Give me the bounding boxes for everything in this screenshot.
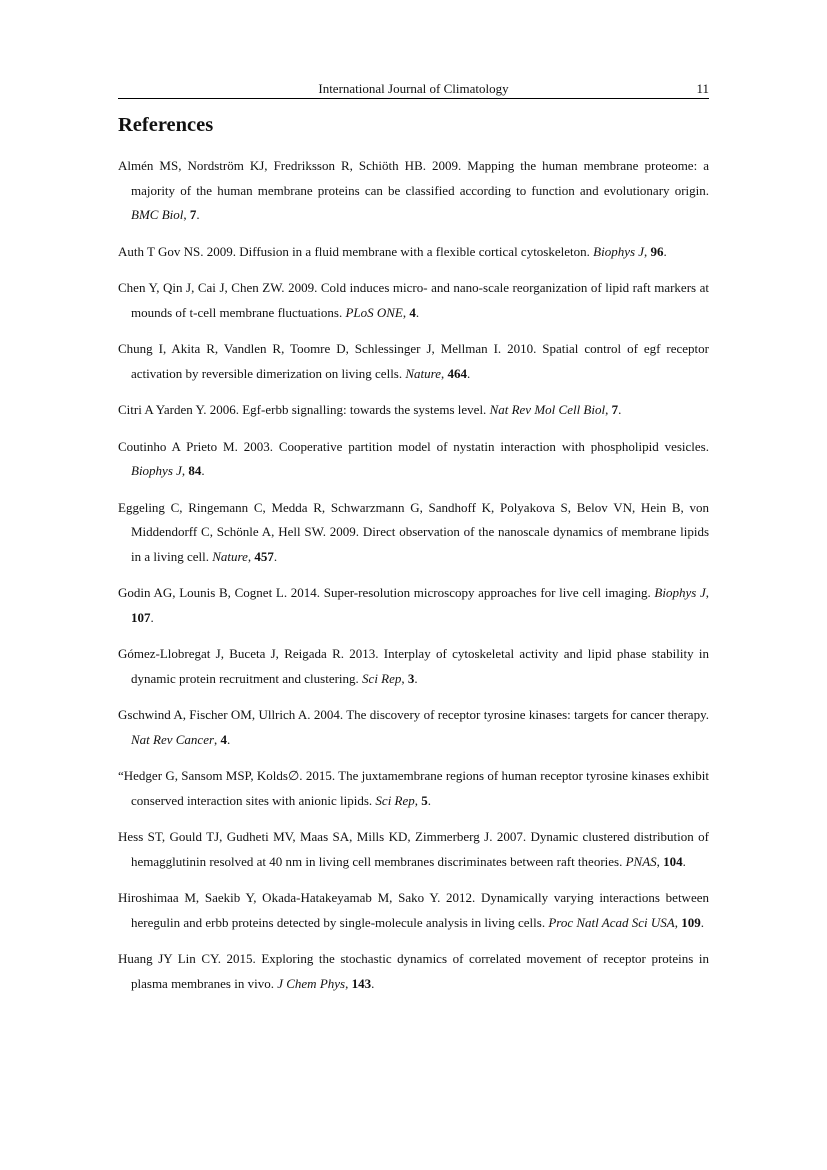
reference-journal: PLoS ONE bbox=[345, 304, 403, 320]
reference-text: “Hedger G, Sansom MSP, Kolds∅. 2015. The juxtamembrane regions of human receptor tyrosine kinases exhibit conserved interaction sites with anionic lipids. bbox=[118, 768, 709, 808]
reference-volume: 4 bbox=[220, 731, 228, 747]
reference-journal: BMC Biol bbox=[131, 207, 184, 222]
reference-volume: 143 bbox=[351, 975, 372, 991]
reference-volume: 4 bbox=[409, 304, 416, 320]
reference-text: Chung I, Akita R, Vandlen R, Toomre D, Schlessinger J, Mellman I. 2010. Spatial control of egf receptor activation by reversible dimerization on living cells. bbox=[118, 341, 709, 381]
reference-volume: 464 bbox=[447, 365, 468, 381]
reference-volume: 96 bbox=[650, 243, 664, 259]
reference-journal: Sci Rep bbox=[362, 670, 402, 686]
reference-journal: Nat Rev Cancer bbox=[131, 731, 215, 747]
reference-text: Citri A Yarden Y. 2006. Egf-erbb signalling: towards the systems level. bbox=[118, 402, 490, 417]
reference-journal: Proc Natl Acad Sci USA bbox=[548, 914, 675, 930]
reference-item: Eggeling C, Ringemann C, Medda R, Schwarzmann G, Sandhoff K, Polyakova S, Belov VN, Hein B, von Middendorff C, Schönle A, Hell SW. 2009. Direct observation of the nanoscale dynamics of membrane lipids in a living cell. Nature, 457. bbox=[118, 499, 709, 564]
reference-item: Almén MS, Nordström KJ, Fredriksson R, Schiöth HB. 2009. Mapping the human membrane proteome: a majority of the human membrane proteins can be classified according to function and evolutionary origin. BMC Biol, 7. bbox=[118, 158, 709, 222]
reference-item: Huang JY Lin CY. 2015. Exploring the stochastic dynamics of correlated movement of receptor proteins in plasma membranes in vivo. J Chem Phys, 143. bbox=[118, 951, 709, 991]
reference-item: “Hedger G, Sansom MSP, Kolds∅. 2015. The juxtamembrane regions of human receptor tyrosine kinases exhibit conserved interaction sites with anionic lipids. Sci Rep, 5. bbox=[118, 768, 709, 808]
reference-journal: PNAS bbox=[625, 853, 657, 869]
reference-text: Huang JY Lin CY. 2015. Exploring the stochastic dynamics of correlated movement of receptor proteins in plasma membranes in vivo. bbox=[118, 951, 709, 991]
reference-item: Chen Y, Qin J, Cai J, Chen ZW. 2009. Cold induces micro- and nano-scale reorganization of lipid raft markers at mounds of t-cell membrane fluctuations. PLoS ONE, 4. bbox=[118, 280, 709, 320]
reference-volume: 3 bbox=[407, 670, 415, 686]
reference-journal: Sci Rep bbox=[375, 792, 415, 808]
reference-item: Gómez-Llobregat J, Buceta J, Reigada R. 2013. Interplay of cytoskeletal activity and lipid phase stability in dynamic protein recruitment and clustering. Sci Rep, 3. bbox=[118, 646, 709, 686]
reference-journal: Biophys J bbox=[654, 585, 706, 600]
reference-volume: 457 bbox=[254, 548, 274, 564]
reference-volume: 5 bbox=[421, 792, 428, 808]
reference-volume: 84 bbox=[188, 463, 202, 478]
page-number: 11 bbox=[696, 81, 709, 96]
reference-item: Godin AG, Lounis B, Cognet L. 2014. Super-resolution microscopy approaches for live cell imaging. Biophys J, 107. bbox=[118, 585, 709, 625]
reference-journal: J Chem Phys bbox=[277, 975, 346, 991]
reference-text: Gschwind A, Fischer OM, Ullrich A. 2004. The discovery of receptor tyrosine kinases: targets for cancer therapy. bbox=[118, 707, 709, 722]
reference-journal: Biophys J bbox=[593, 243, 645, 259]
reference-text: Auth T Gov NS. 2009. Diffusion in a fluid membrane with a flexible cortical cytoskeleton. bbox=[118, 243, 594, 259]
reference-text: Gómez-Llobregat J, Buceta J, Reigada R. 2013. Interplay of cytoskeletal activity and lipid phase stability in dynamic protein recruitment and clustering. bbox=[118, 646, 709, 686]
reference-journal: Biophys J bbox=[131, 463, 182, 478]
reference-journal: Nature bbox=[212, 548, 248, 564]
reference-text: Coutinho A Prieto M. 2003. Cooperative partition model of nystatin interaction with phospholipid vesicles. bbox=[118, 438, 709, 454]
reference-text: Almén MS, Nordström KJ, Fredriksson R, Schiöth HB. 2009. Mapping the human membrane proteome: a majority of the human membrane proteins can be classified according to function and evolutionary origin. bbox=[118, 158, 709, 198]
journal-title: International Journal of Climatology bbox=[318, 81, 509, 96]
reference-item: Hiroshimaa M, Saekib Y, Okada-Hatakeyamab M, Sako Y. 2012. Dynamically varying interactions between heregulin and erbb proteins detected by single-molecule analysis in living cells. Proc Natl Acad Sci USA, 109. bbox=[118, 890, 709, 930]
reference-journal: Nat Rev Mol Cell Biol bbox=[489, 402, 606, 417]
reference-item: Hess ST, Gould TJ, Gudheti MV, Maas SA, Mills KD, Zimmerberg J. 2007. Dynamic clustered distribution of hemagglutinin resolved at 40 nm in living cell membranes discriminates between raft theories. PNAS, 104. bbox=[118, 829, 709, 869]
reference-item: Chung I, Akita R, Vandlen R, Toomre D, Schlessinger J, Mellman I. 2010. Spatial control of egf receptor activation by reversible dimerization on living cells. Nature, 464. bbox=[118, 341, 709, 381]
reference-text: Hiroshimaa M, Saekib Y, Okada-Hatakeyamab M, Sako Y. 2012. Dynamically varying interactions between heregulin and erbb proteins detected by single-molecule analysis in living cells. bbox=[118, 890, 709, 930]
reference-item: Citri A Yarden Y. 2006. Egf-erbb signalling: towards the systems level. Nat Rev Mol Cell Biol, 7. bbox=[118, 402, 622, 417]
reference-journal: Nature bbox=[405, 365, 442, 381]
reference-text: Hess ST, Gould TJ, Gudheti MV, Maas SA, Mills KD, Zimmerberg J. 2007. Dynamic clustered distribution of hemagglutinin resolved at 40 nm in living cell membranes discriminates between raft theories. bbox=[118, 829, 709, 869]
reference-item: Auth T Gov NS. 2009. Diffusion in a fluid membrane with a flexible cortical cytoskeleton. Biophys J, 96. bbox=[118, 243, 667, 259]
section-title: References bbox=[118, 114, 214, 136]
reference-volume: 109 bbox=[681, 914, 701, 930]
reference-item: Gschwind A, Fischer OM, Ullrich A. 2004. The discovery of receptor tyrosine kinases: targets for cancer therapy. Nat Rev Cancer, 4. bbox=[118, 707, 709, 747]
reference-volume: 7 bbox=[611, 402, 619, 417]
reference-list bbox=[118, 154, 709, 1008]
reference-volume: 104 bbox=[663, 853, 683, 869]
reference-volume: 7 bbox=[189, 207, 197, 222]
running-header bbox=[118, 80, 709, 99]
reference-item: Coutinho A Prieto M. 2003. Cooperative partition model of nystatin interaction with phospholipid vesicles. Biophys J, 84. bbox=[118, 438, 709, 478]
reference-volume: 107 bbox=[131, 609, 151, 625]
reference-text: Chen Y, Qin J, Cai J, Chen ZW. 2009. Cold induces micro- and nano-scale reorganization of lipid raft markers at mounds of t-cell membrane fluctuations. bbox=[118, 280, 709, 320]
reference-text: Godin AG, Lounis B, Cognet L. 2014. Super-resolution microscopy approaches for live cell imaging. bbox=[118, 585, 655, 600]
reference-text: Eggeling C, Ringemann C, Medda R, Schwarzmann G, Sandhoff K, Polyakova S, Belov VN, Hein B, von Middendorff C, Schönle A, Hell SW. 2009. Direct observation of the nanoscale dynamics of membrane lipids in a living cell. bbox=[118, 499, 709, 564]
